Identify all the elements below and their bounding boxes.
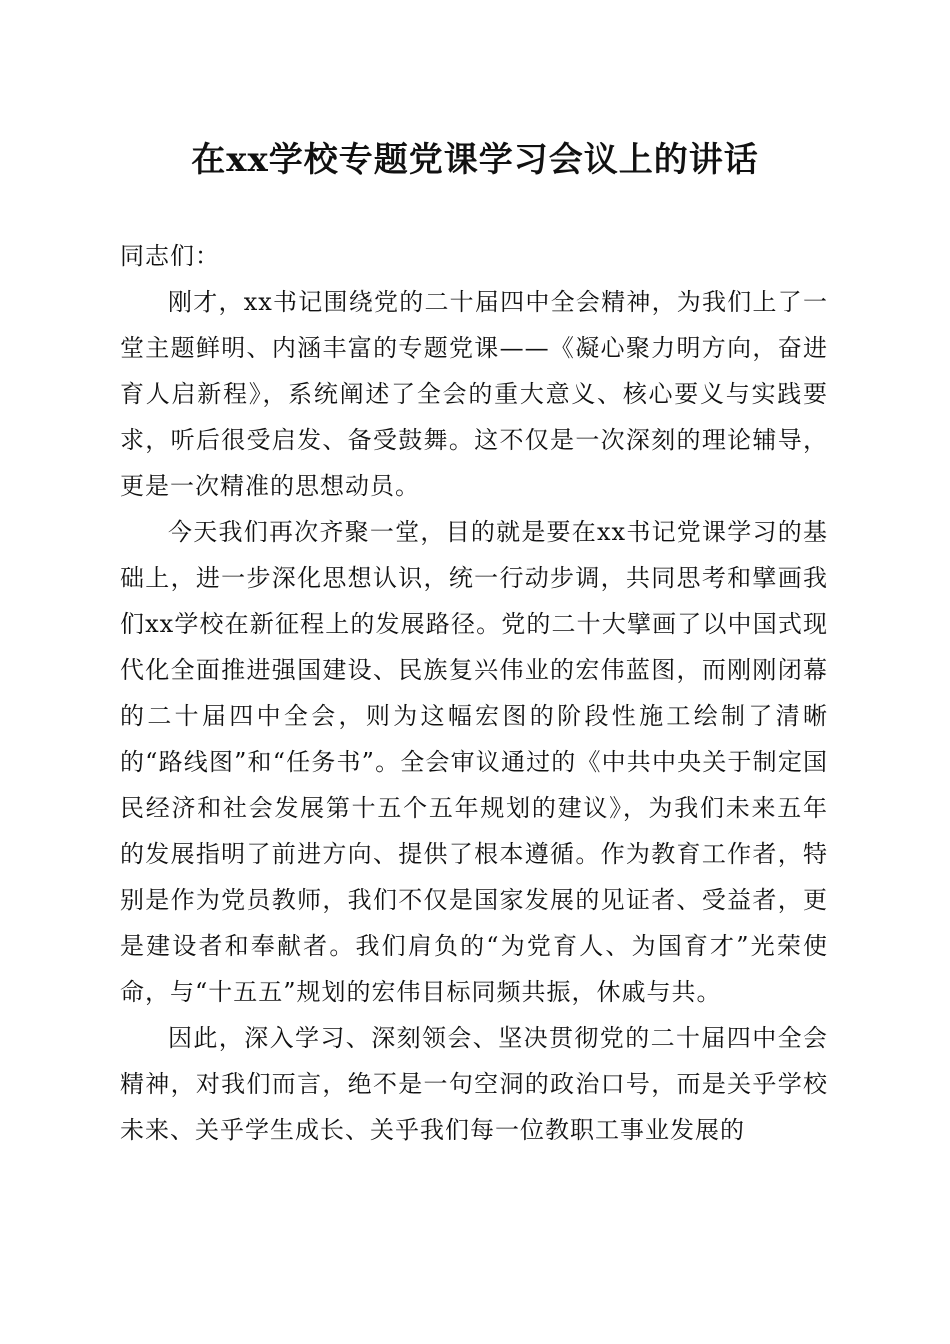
paragraph-3: 因此，深入学习、深刻领会、坚决贯彻党的二十届四中全会精神，对我们而言，绝不是一句空洞的政治口号，而是关乎学校未来、关乎学生成长、关乎我们每一位教职工事业发展的 — [120, 1024, 828, 1144]
document-body — [120, 233, 828, 1153]
paragraph-1: 刚才，xx书记围绕党的二十届四中全会精神，为我们上了一堂主题鲜明、内涵丰富的专题党课——《凝心聚力明方向，奋进育人启新程》，系统阐述了全会的重大意义、核心要义与实践要求，听后很受启发、备受鼓舞。这不仅是一次深刻的理论辅导，更是一次精准的思想动员。 — [120, 288, 828, 500]
paragraph-2: 今天我们再次齐聚一堂，目的就是要在xx书记党课学习的基础上，进一步深化思想认识，统一行动步调，共同思考和擘画我们xx学校在新征程上的发展路径。党的二十大擘画了以中国式现代化全面推进强国建设、民族复兴伟业的宏伟蓝图，而刚刚闭幕的二十届四中全会，则为这幅宏图的阶段性施工绘制了清晰的“路线图”和“任务书”。全会审议通过的《中共中央关于制定国民经济和社会发展第十五个五年规划的建议》，为我们未来五年的发展指明了前进方向、提供了根本遵循。作为教育工作者，特别是作为党员教师，我们不仅是国家发展的见证者、受益者，更是建设者和奉献者。我们肩负的“为党育人、为国育才”光荣使命，与“十五五”规划的宏伟目标同频共振，休戚与共。 — [120, 518, 828, 1006]
document-title: 在xx学校专题党课学习会议上的讲话 — [191, 140, 759, 180]
salutation: 同志们： — [120, 242, 220, 270]
